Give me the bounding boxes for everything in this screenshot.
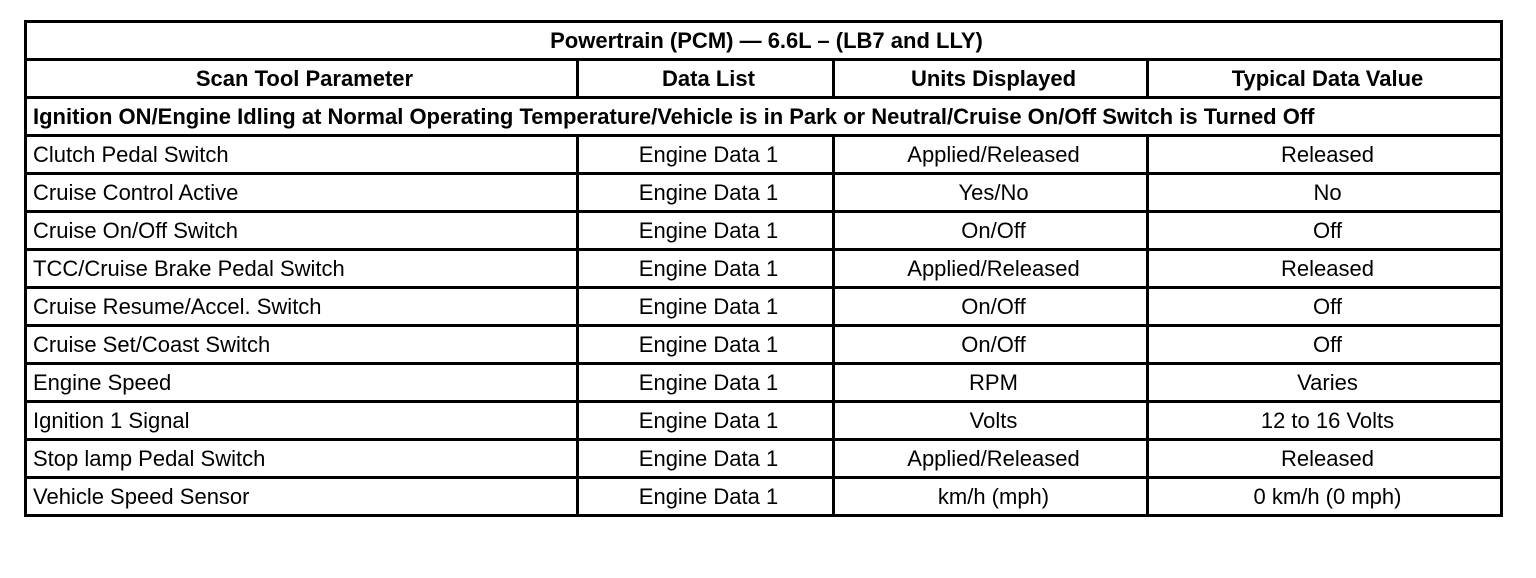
data-list-cell: Engine Data 1 xyxy=(578,478,834,516)
header-units-displayed: Units Displayed xyxy=(834,60,1148,98)
scan-tool-data-table xyxy=(24,20,1503,517)
title-row xyxy=(26,22,1502,60)
typical-value-cell: No xyxy=(1148,174,1502,212)
table-row xyxy=(26,402,1502,440)
parameter-cell: TCC/Cruise Brake Pedal Switch xyxy=(26,250,578,288)
table-row xyxy=(26,136,1502,174)
table-row xyxy=(26,174,1502,212)
parameter-cell: Cruise Resume/Accel. Switch xyxy=(26,288,578,326)
typical-value-cell: Varies xyxy=(1148,364,1502,402)
header-scan-tool-parameter: Scan Tool Parameter xyxy=(26,60,578,98)
data-list-cell: Engine Data 1 xyxy=(578,326,834,364)
data-list-cell: Engine Data 1 xyxy=(578,402,834,440)
data-list-cell: Engine Data 1 xyxy=(578,174,834,212)
data-list-cell: Engine Data 1 xyxy=(578,250,834,288)
units-cell: On/Off xyxy=(834,212,1148,250)
typical-value-cell: Released xyxy=(1148,136,1502,174)
units-cell: Yes/No xyxy=(834,174,1148,212)
typical-value-cell: Released xyxy=(1148,250,1502,288)
units-cell: km/h (mph) xyxy=(834,478,1148,516)
typical-value-cell: 12 to 16 Volts xyxy=(1148,402,1502,440)
table-title: Powertrain (PCM) — 6.6L – (LB7 and LLY) xyxy=(26,22,1502,60)
units-cell: Applied/Released xyxy=(834,250,1148,288)
parameter-cell: Vehicle Speed Sensor xyxy=(26,478,578,516)
data-list-cell: Engine Data 1 xyxy=(578,136,834,174)
header-typical-data-value: Typical Data Value xyxy=(1148,60,1502,98)
typical-value-cell: Off xyxy=(1148,288,1502,326)
parameter-cell: Stop lamp Pedal Switch xyxy=(26,440,578,478)
units-cell: Volts xyxy=(834,402,1148,440)
units-cell: RPM xyxy=(834,364,1148,402)
condition-row xyxy=(26,98,1502,136)
table-row xyxy=(26,212,1502,250)
parameter-cell: Engine Speed xyxy=(26,364,578,402)
table-row xyxy=(26,364,1502,402)
typical-value-cell: Off xyxy=(1148,212,1502,250)
table-row xyxy=(26,250,1502,288)
header-data-list: Data List xyxy=(578,60,834,98)
parameter-cell: Ignition 1 Signal xyxy=(26,402,578,440)
units-cell: On/Off xyxy=(834,288,1148,326)
header-row xyxy=(26,60,1502,98)
table-row xyxy=(26,478,1502,516)
typical-value-cell: Released xyxy=(1148,440,1502,478)
table-row xyxy=(26,440,1502,478)
units-cell: Applied/Released xyxy=(834,136,1148,174)
table-row xyxy=(26,326,1502,364)
operating-condition: Ignition ON/Engine Idling at Normal Operating Temperature/Vehicle is in Park or Neutral/Cruise On/Off Switch is Turned Off xyxy=(26,98,1502,136)
data-list-cell: Engine Data 1 xyxy=(578,364,834,402)
typical-value-cell: 0 km/h (0 mph) xyxy=(1148,478,1502,516)
data-list-cell: Engine Data 1 xyxy=(578,288,834,326)
table-row xyxy=(26,288,1502,326)
parameter-cell: Cruise Control Active xyxy=(26,174,578,212)
parameter-cell: Cruise Set/Coast Switch xyxy=(26,326,578,364)
parameter-cell: Clutch Pedal Switch xyxy=(26,136,578,174)
data-list-cell: Engine Data 1 xyxy=(578,440,834,478)
units-cell: Applied/Released xyxy=(834,440,1148,478)
parameter-cell: Cruise On/Off Switch xyxy=(26,212,578,250)
data-list-cell: Engine Data 1 xyxy=(578,212,834,250)
units-cell: On/Off xyxy=(834,326,1148,364)
typical-value-cell: Off xyxy=(1148,326,1502,364)
